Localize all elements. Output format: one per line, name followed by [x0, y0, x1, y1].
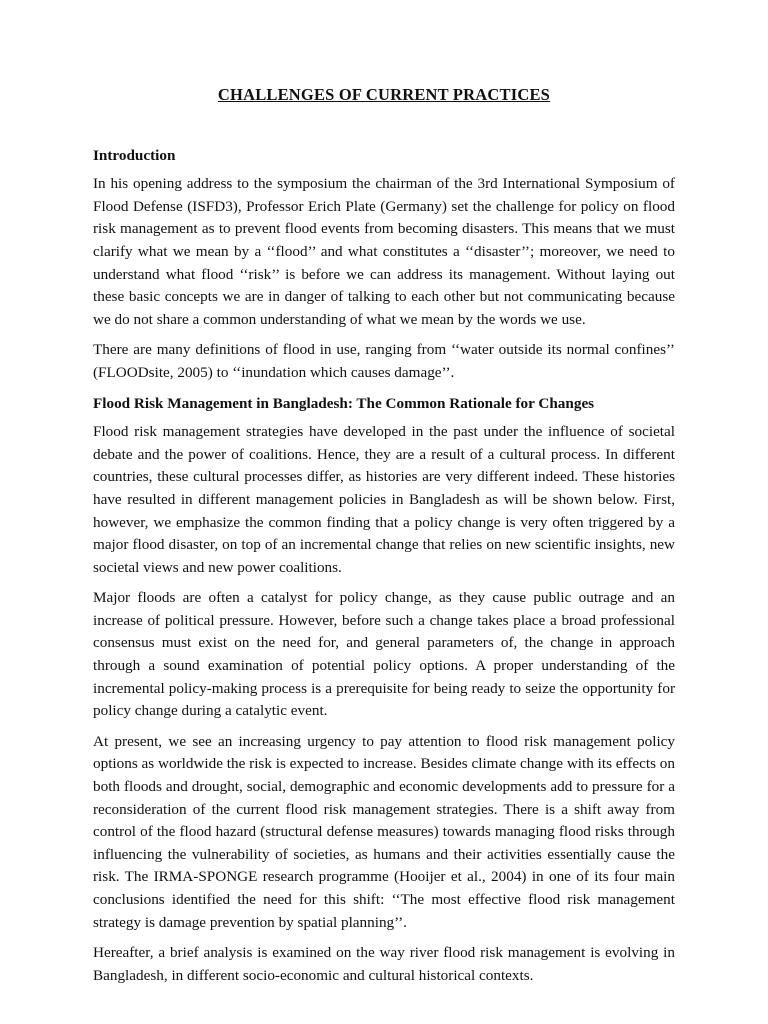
- section-heading-introduction: Introduction: [93, 146, 176, 164]
- paragraph: At present, we see an increasing urgency to pay attention to flood risk management policy options as worldwide the risk is expected to increase. Besides climate change with its effects on both floods and drought, social, demographic and economic developments add to pressure for a reconsideration of the current flood risk management strategies. There is a shift away from control of the flood hazard (structural defense measures) towards managing flood risks through influencing the vulnerability of societies, as humans and their activities essentially cause the risk. The IRMA-SPONGE research programme (Hooijer et al., 2004) in one of its four main conclusions identified the need for this shift: ‘‘The most effective flood risk management strategy is damage prevention by spatial planning’’.: [93, 732, 675, 931]
- paragraph: Flood risk management strategies have developed in the past under the influence of societal debate and the power of coalitions. Hence, they are a result of a cultural process. In different countries, these cultural processes differ, as histories are very different indeed. These histories have resulted in different management policies in Bangladesh as will be shown below. First, however, we emphasize the common finding that a policy change is very often triggered by a major flood disaster, on top of an incremental change that relies on new scientific insights, new societal views and new power coalitions.: [93, 423, 675, 576]
- section-flood-risk-management: [93, 393, 675, 988]
- paragraph: Major floods are often a catalyst for policy change, as they cause public outrage and an increase of political pressure. However, before such a change takes place a broad professional consensus must exist on the need for, and general parameters of, the change in approach through a sound examination of potential policy options. A proper understanding of the incremental policy-making process is a prerequisite for being ready to seize the opportunity for policy change during a catalytic event.: [93, 589, 675, 720]
- paragraph: In his opening address to the symposium the chairman of the 3rd International Symposium of Flood Defense (ISFD3), Professor Erich Plate (Germany) set the challenge for policy on flood risk management as to prevent flood events from becoming disasters. This means that we must clarify what we mean by a ‘‘flood’’ and what constitutes a ‘‘disaster’’; moreover, we need to understand what flood ‘‘risk’’ is before we can address its management. Without laying out these basic concepts we are in danger of talking to each other but not communicating because we do not share a common understanding of what we mean by the words we use.: [93, 175, 675, 328]
- section-introduction: [93, 145, 675, 385]
- paragraph: Hereafter, a brief analysis is examined on the way river flood risk management is evolving in Bangladesh, in different socio-economic and cultural historical contexts.: [93, 944, 675, 984]
- document-page: [93, 84, 675, 995]
- paragraph: There are many definitions of flood in use, ranging from ‘‘water outside its normal confines’’ (FLOODsite, 2005) to ‘‘inundation which causes damage’’.: [93, 341, 675, 381]
- document-title: CHALLENGES OF CURRENT PRACTICES: [217, 85, 551, 104]
- section-heading-flood-risk-management: Flood Risk Management in Bangladesh: The Common Rationale for Changes: [93, 394, 595, 412]
